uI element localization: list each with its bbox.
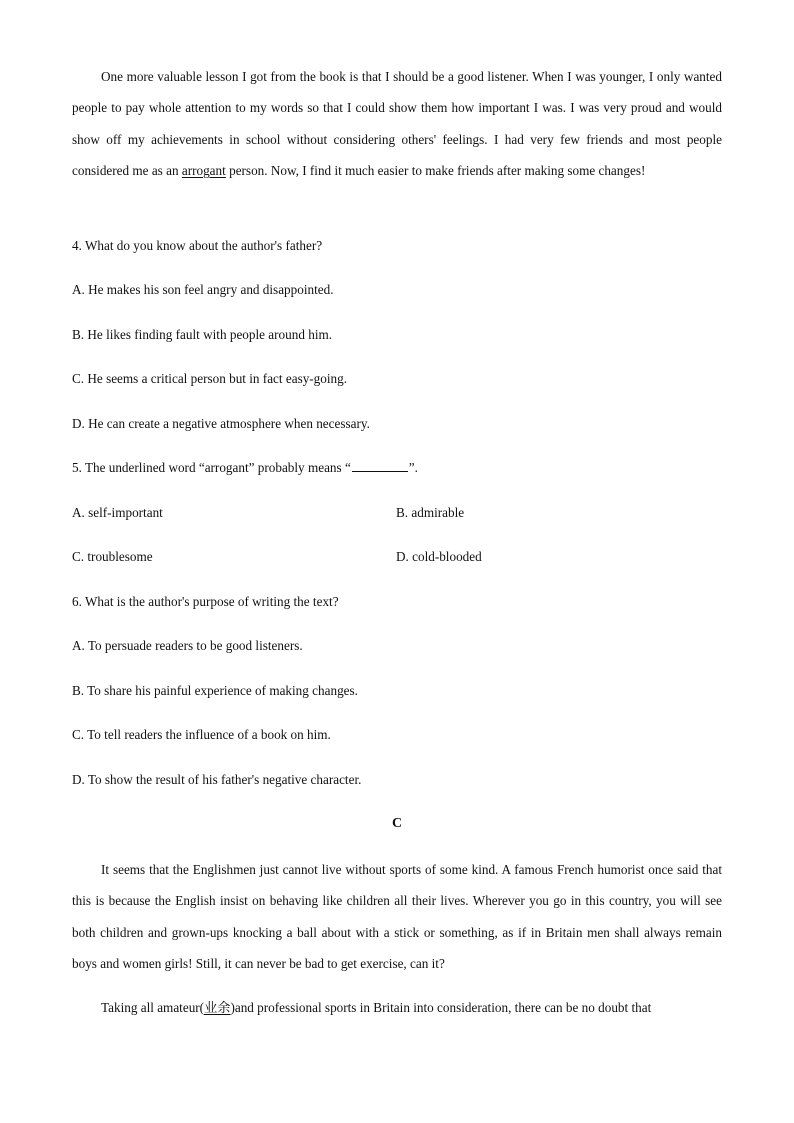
- passage-c-paragraph-1: It seems that the Englishmen just cannot live without sports of some kind. A famous French humorist once said that this is because the English insist on behaving like children all their lives. Wherever you go in this country, you will see both children and grown-ups knocking a ball about with a stick or something, as if in Britain men shall always remain boys and women girls! Still, it can never be bad to get exercise, can it?: [72, 862, 722, 971]
- question-5-stem: [72, 459, 418, 477]
- question-4-stem: 4. What do you know about the author's father?: [72, 238, 323, 253]
- paragraph-text: Taking all amateur(: [101, 1000, 205, 1015]
- passage-paragraph: [72, 61, 722, 186]
- passage-c-paragraph-2: [72, 992, 722, 1023]
- question-6-option-d: D. To show the result of his father's negative character.: [72, 772, 362, 787]
- question-4-option-a: A. He makes his son feel angry and disappointed.: [72, 282, 334, 297]
- question-4-option-b: B. He likes finding fault with people around him.: [72, 327, 333, 342]
- question-6-option-a: A. To persuade readers to be good listeners.: [72, 638, 303, 653]
- paragraph-text: person. Now, I find it much easier to make friends after making some changes!: [225, 162, 646, 178]
- section-heading: C: [391, 816, 403, 831]
- question-text: ”.: [408, 460, 418, 475]
- question-6-option-c: C. To tell readers the influence of a book on him.: [72, 727, 331, 742]
- question-text: 5. The underlined word “arrogant” probably means “: [72, 460, 351, 475]
- question-4-option-c: C. He seems a critical person but in fact easy-going.: [72, 371, 348, 386]
- question-5-option-c: C. troublesome: [72, 549, 153, 564]
- underlined-gloss: 业余: [204, 1000, 231, 1015]
- answer-blank: [352, 459, 408, 472]
- question-5-option-a: A. self-important: [72, 505, 163, 520]
- question-5-option-b: B. admirable: [396, 505, 465, 520]
- paragraph-text: )and professional sports in Britain into consideration, there can be no doubt that: [230, 1000, 652, 1015]
- question-6-stem: 6. What is the author's purpose of writing the text?: [72, 594, 339, 609]
- paragraph-text: One more valuable lesson I got from the book is that I should be a good listener. When I was younger, I only wanted people to pay whole attention to my words so that I could show them how important I was. I was very proud and would show off my achievements in school without considering others' feelings. I had very few friends and most people considered me as an: [72, 69, 722, 178]
- underlined-word: arrogant: [181, 162, 226, 178]
- question-5-option-d: D. cold-blooded: [396, 549, 482, 564]
- question-4-option-d: D. He can create a negative atmosphere when necessary.: [72, 416, 370, 431]
- question-6-option-b: B. To share his painful experience of making changes.: [72, 683, 358, 698]
